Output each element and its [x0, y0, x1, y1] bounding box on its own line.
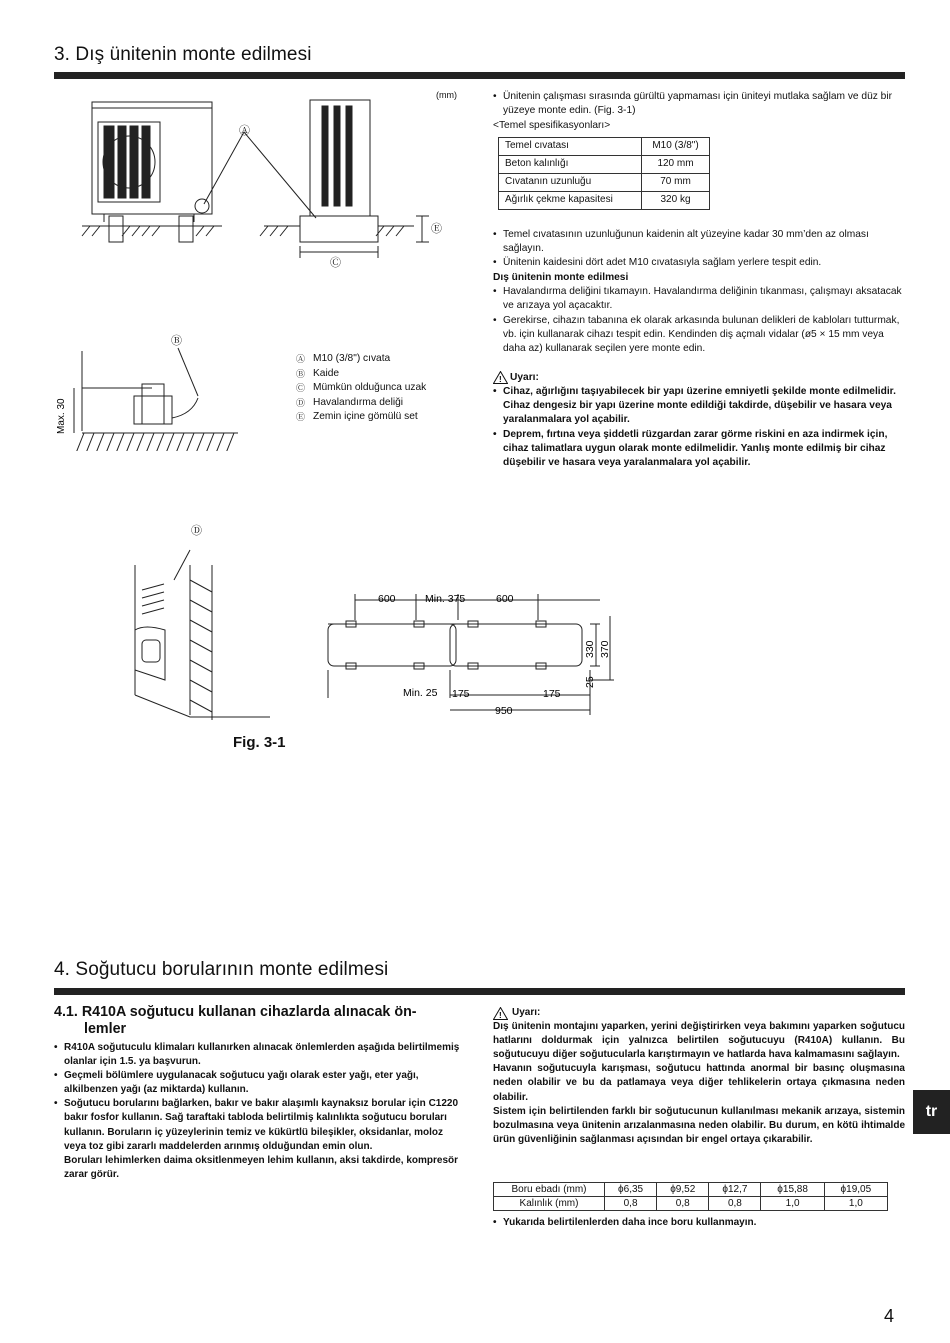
- label-b: Ⓑ: [171, 335, 182, 347]
- section-3-title: 3. Dış ünitenin monte edilmesi: [54, 44, 312, 65]
- label-c: Ⓒ: [330, 257, 341, 269]
- unit-note: (mm): [436, 90, 457, 100]
- legend: [296, 352, 426, 425]
- install-bullet: • Gerekirse, cihazın tabanına ek olarak arkasında bulunan delikleri de kabloları tutturmak, vb. için kullanarak cihazı tespit edin. Kendinden diş açmalı vidalar (ø5 × 15 mm veya daha az) kullanarak seçilen yere monte edin.: [493, 314, 905, 357]
- dim-330: 330: [584, 640, 596, 658]
- bullet-bolt-length: • Temel cıvatasının uzunluğunun kaidenin alt yüzeyine kadar 30 mm’den az olması sağlayın.: [493, 228, 905, 257]
- dim-175-left: 175: [452, 688, 470, 700]
- warning-heading-4: ! Uyarı:: [493, 1006, 905, 1020]
- spec-heading: <Temel spesifikasyonları>: [493, 119, 611, 131]
- section-4-right-text: [493, 1006, 905, 1147]
- left-bullet: • Soğutucu borularını bağlarken, bakır ve bakır alaşımlı kaynaksız borular için C1220 bakır fosfor kullanın. Sağ taraftaki tabloda belirtilmiş kalınlıkta soğutucu boruları kullanın. Boruların iç yüzeylerinin temiz ve kükürtlü bileşikler, oksidanlar, moloz veya toz gibi zararlı maddelerden arınmış olduğundan emin olun.: [54, 1097, 466, 1153]
- install-bullet: • Havalandırma deliğini tıkamayın. Havalandırma deliğinin tıkanması, çalışmayı aksatacak ve arızaya yol açacaktır.: [493, 285, 905, 314]
- warning-bullet: • Cihaz, ağırlığını taşıyabilecek bir yapı üzerine emniyetli şekilde monte edilmelidir. Cihaz dengesiz bir yapı üzerine monte edildiği takdirde, düşebilir ve hasara veya yaralanmalara yol açabilir.: [493, 385, 905, 428]
- spec-table: [498, 137, 710, 210]
- section-3-text: [493, 90, 905, 471]
- warning-bullet: • Deprem, fırtına veya şiddetli rüzgardan zarar görme riskini en aza indirmek için, cihaz talimatlara uygun olarak monte edilmelidir. Yanlış monte edilmiş bir cihaz düşebilir ve hasara veya yaralanmalara yol açabilir.: [493, 428, 905, 471]
- label-a: Ⓐ: [239, 125, 250, 137]
- label-max30: Max. 30: [56, 398, 67, 434]
- spec-row: Beton kalınlığı 120 mm: [499, 155, 710, 173]
- spec-row: Temel cıvatası M10 (3/8"): [499, 137, 710, 155]
- bullet-m10: • Ünitenin kaidesini dört adet M10 cıvatasıyla sağlam yerlere tespit edin.: [493, 256, 905, 270]
- fig-caption: Fig. 3-1: [233, 734, 286, 751]
- legend-item: Ⓔ Zemin içine gömülü set: [296, 411, 418, 422]
- pipe-note: • Yukarıda belirtilenlerden daha ince boru kullanmayın.: [493, 1217, 950, 1228]
- section-4-rule: [54, 988, 905, 995]
- legend-item: Ⓐ M10 (3/8") cıvata: [296, 353, 391, 364]
- clearance-figure: [120, 520, 640, 760]
- legend-item: Ⓒ Mümkün olduğunca uzak: [296, 382, 427, 393]
- label-e: Ⓔ: [431, 223, 442, 235]
- dim-min25: Min. 25: [403, 687, 438, 699]
- warning-heading: ! Uyarı:: [493, 371, 905, 385]
- warning-icon: [493, 1007, 508, 1020]
- legend-item: Ⓓ Havalandırma deliği: [296, 396, 404, 408]
- left-bullet: • Geçmeli bölümlere uygulanacak soğutucu yağı olarak ester yağı, eter yağı, alkilbenzen yağı (az miktarda) kullanın.: [54, 1069, 466, 1097]
- warning-para: Sistem için belirtilenden farklı bir soğutucunun kullanılması mekanik arızaya, sistemin bozulmasına veya ünitenin arızalanmasına neden olabilir. Bu durum, en kötü ihtimalde ürün güvenliğinin sağlanması açısından bir engel ortaya çıkarabilir.: [493, 1105, 905, 1145]
- solder-note: Boruları lehimlerken daima oksitlenmeyen lehim kullanın, aksi takdirde, kompresör zarar görür.: [64, 1154, 459, 1180]
- section-4-title: 4. Soğutucu borularının monte edilmesi: [54, 959, 389, 980]
- pipe-table: [493, 1182, 888, 1211]
- svg-text:!: !: [499, 1010, 502, 1020]
- spec-row: Cıvatanın uzunluğu 70 mm: [499, 173, 710, 191]
- install-heading: Dış ünitenin monte edilmesi: [493, 271, 629, 283]
- label-d: Ⓓ: [191, 525, 202, 537]
- dim-950: 950: [495, 705, 513, 717]
- left-bullet: • R410A soğutuculu klimaları kullanırken alınacak önlemlerden aşağıda belirtilmemiş olanlar için 1.5. ya başvurun.: [54, 1041, 466, 1069]
- pipe-header-row: Boru ebadı (mm) ϕ6,35 ϕ9,52 ϕ12,7 ϕ15,88 ϕ19,05: [494, 1183, 888, 1197]
- dim-600-left: 600: [378, 593, 396, 605]
- warning-para: Havanın soğutucuyla karışması, soğutucu hattında anormal bir basınç oluşmasına neden olabilir ve bu da patlamaya veya diğer tehlikelerin ortaya çıkmasına neden olabilir.: [493, 1063, 905, 1103]
- dim-25: 25: [584, 676, 596, 688]
- dim-175-right: 175: [543, 688, 561, 700]
- dim-min375: Min. 375: [425, 593, 466, 605]
- section-3-rule: [54, 72, 905, 79]
- warning-para: Dış ünitenin montajını yaparken, yerini değiştirirken veya bakımını yaparken soğutucu hatlarını doldurmak için yalnızca belirtilen soğutucuyu (R410A) kullanın. Bu soğutucuyu diğer soğutucularla karıştırmayın ve hatlarda hava kalmamasını sağlayın.: [493, 1021, 905, 1061]
- warning-icon: [493, 371, 508, 384]
- legend-item: Ⓑ Kaide: [296, 367, 340, 379]
- subsection-title: 4.1. R410A soğutucu kullanan cihazlarda alınacak ön- lemler: [54, 1004, 417, 1037]
- spec-row: Ağırlık çekme kapasitesi 320 kg: [499, 191, 710, 209]
- intro-bullet: • Ünitenin çalışması sırasında gürültü yapmaması için üniteyi mutlaka sağlam ve düz bir yüzeye monte edin. (Fig. 3-1): [493, 90, 905, 119]
- pipe-thickness-row: Kalınlık (mm) 0,8 0,8 0,8 1,0 1,0: [494, 1197, 888, 1211]
- dim-370: 370: [599, 640, 611, 658]
- page-number: 4: [884, 1306, 895, 1326]
- language-tab: tr: [913, 1090, 950, 1134]
- dim-600-right: 600: [496, 593, 514, 605]
- section-4-left-text: [54, 1041, 466, 1182]
- svg-text:!: !: [499, 375, 502, 385]
